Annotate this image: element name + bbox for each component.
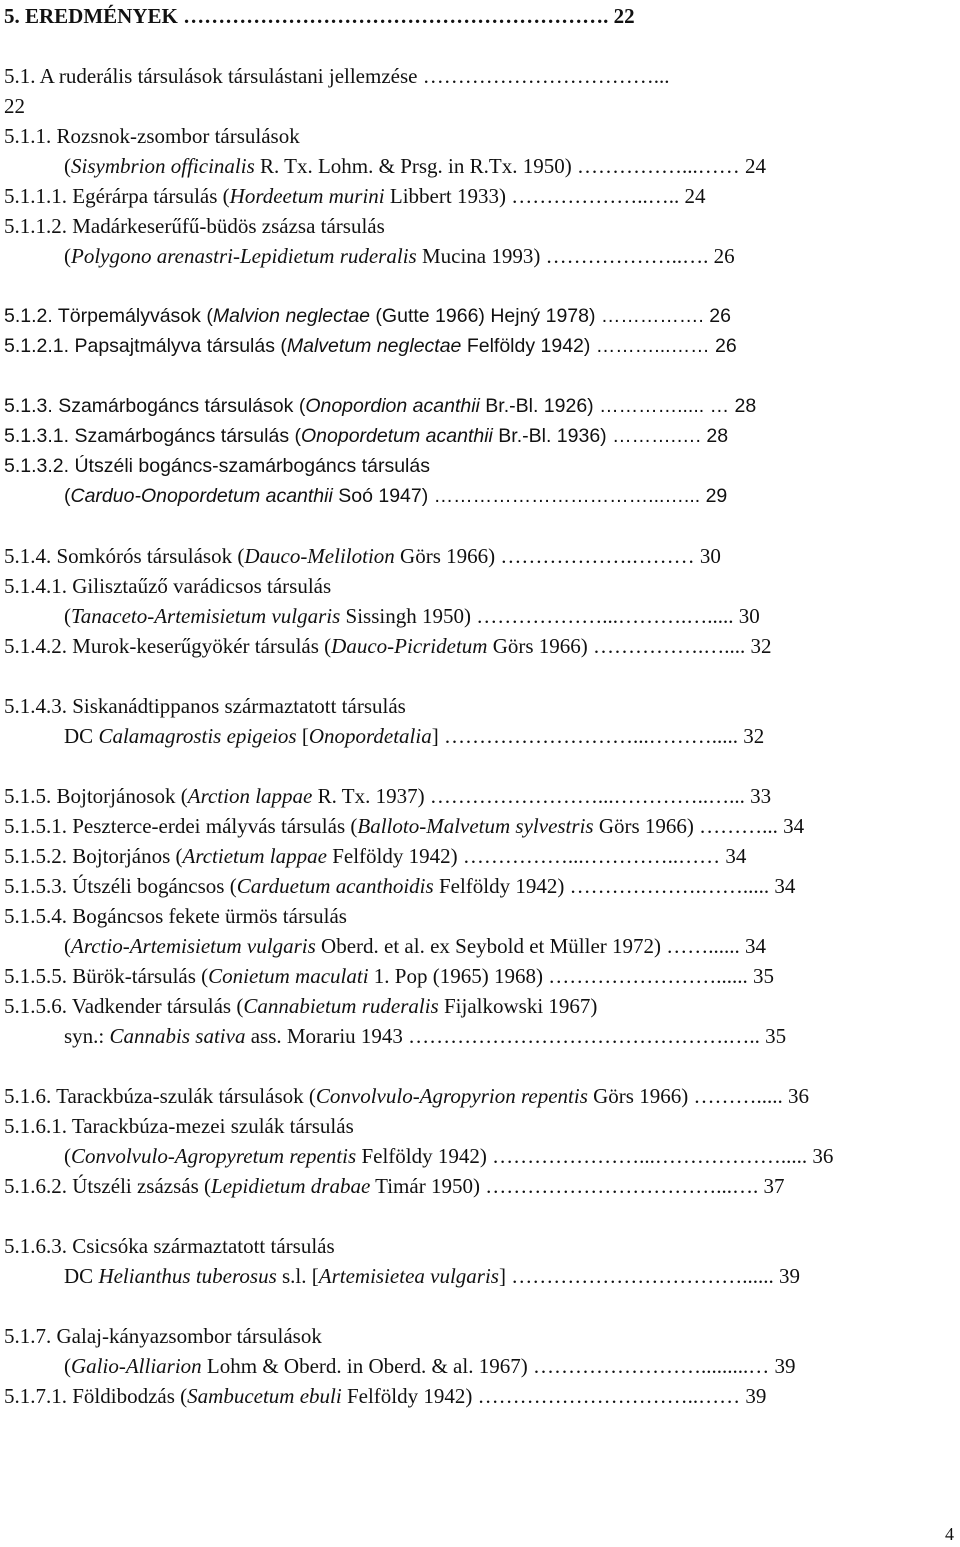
toc-entry-5-1-5-3: 5.1.5.3. Útszéli bogáncsos (Carduetum acanthoidis Felföldy 1942) ……………….……..... 34: [4, 874, 796, 898]
toc-entry-5-1-3-2: 5.1.3.2. Útszéli bogáncs-szamárbogáncs társulás: [4, 455, 430, 477]
toc-entry-5-1-2-1: 5.1.2.1. Papsajtmályva társulás (Malvetum neglectae Felföldy 1942) ………...…… 26: [4, 335, 737, 357]
toc-entry-5-1-5: 5.1.5. Bojtorjánosok (Arction lappae R. Tx. 1937) ……………………...…………..…... 33: [4, 784, 772, 808]
toc-entry-5-1-5-6: 5.1.5.6. Vadkender társulás (Cannabietum ruderalis Fijalkowski 1967): [4, 994, 598, 1018]
toc-entry-5-1-4-1: 5.1.4.1. Gilisztaűző varádicsos társulás: [4, 574, 332, 598]
toc-entry-5-1: 5.1. A ruderális társulások társulástani jellemzése ……………………………...: [4, 64, 670, 88]
toc-entry-5-1-5-5: 5.1.5.5. Bürök-társulás (Conietum maculati 1. Pop (1965) 1968) ……………………...... 35: [4, 964, 774, 988]
toc-entry-5-1-2: 5.1.2. Törpemályvások (Malvion neglectae (Gutte 1966) Hejný 1978) ……………. 26: [4, 305, 731, 327]
toc-entry-5-1-3-1: 5.1.3.1. Szamárbogáncs társulás (Onopordetum acanthii Br.-Bl. 1936) ……….…. 28: [4, 425, 729, 447]
toc-entry-5-1-7-1: 5.1.7.1. Földibodzás (Sambucetum ebuli Felföldy 1942) …………………………..…… 39: [4, 1384, 767, 1408]
toc-entry-5-1-1-cont: (Sisymbrion officinalis R. Tx. Lohm. & Prsg. in R.Tx. 1950) ……………...…… 24: [64, 154, 766, 178]
toc-entry-5-1-3: 5.1.3. Szamárbogáncs társulások (Onopordion acanthii Br.-Bl. 1926) …………..... … 28: [4, 395, 757, 417]
toc-entry-5-1-5-1: 5.1.5.1. Peszterce-erdei mályvás társulás (Balloto-Malvetum sylvestris Görs 1966) ………... 34: [4, 814, 805, 838]
toc-entry-5-1-5-4-cont: (Arctio-Artemisietum vulgaris Oberd. et al. ex Seybold et Müller 1972) ……...... 34: [64, 934, 767, 958]
toc-entry-5-1-1: 5.1.1. Rozsnok-zsombor társulások: [4, 124, 300, 148]
page-number: 4: [945, 1524, 954, 1544]
toc-entry-5-1-page: 22: [4, 94, 25, 118]
toc-entry-5-1-4: 5.1.4. Somkórós társulások (Dauco-Melilotion Görs 1966) ……………….……… 30: [4, 544, 721, 568]
toc-entry-5-1-1-2: 5.1.1.2. Madárkeserűfű-büdös zsázsa társulás: [4, 214, 385, 238]
toc-entry-5-1-4-3: 5.1.4.3. Siskanádtippanos származtatott társulás: [4, 694, 406, 718]
toc-entry-5-1-6-2: 5.1.6.2. Útszéli zsázsás (Lepidietum drabae Timár 1950) ……………………………...…. 37: [4, 1174, 785, 1198]
toc-entry-5-1-6-3: 5.1.6.3. Csicsóka származtatott társulás: [4, 1234, 335, 1258]
toc-entry-5-1-4-1-cont: (Tanaceto-Artemisietum vulgaris Sissingh 1950) ………………...……….…..... 30: [64, 604, 760, 628]
toc-entry-5-1-4-2: 5.1.4.2. Murok-keserűgyökér társulás (Dauco-Picridetum Görs 1966) …………….….... 32: [4, 634, 772, 658]
toc-entry-5-1-6: 5.1.6. Tarackbúza-szulák társulások (Convolvulo-Agropyrion repentis Görs 1966) ………..... 36: [4, 1084, 809, 1108]
toc-entry-5-1-6-1: 5.1.6.1. Tarackbúza-mezei szulák társulás: [4, 1114, 354, 1138]
toc-heading-5: 5. EREDMÉNYEK ……………………………………………………. 22: [4, 4, 635, 28]
toc-entry-5-1-5-2: 5.1.5.2. Bojtorjános (Arctietum lappae Felföldy 1942) ……………...…………..…… 34: [4, 844, 747, 868]
toc-entry-5-1-7: 5.1.7. Galaj-kányazsombor társulások: [4, 1324, 322, 1348]
toc-entry-5-1-5-6-cont: syn.: Cannabis sativa ass. Morariu 1943 ……………………………………….….. 35: [64, 1024, 787, 1048]
toc-entry-5-1-5-4: 5.1.5.4. Bogáncsos fekete ürmös társulás: [4, 904, 347, 928]
toc-entry-5-1-7-cont: (Galio-Alliarion Lohm & Oberd. in Oberd. & al. 1967) …………………….........… 39: [64, 1354, 796, 1378]
toc-entry-5-1-4-3-cont: DC Calamagrostis epigeios [Onopordetalia] ………………………...………..... 32: [64, 724, 765, 748]
toc-entry-5-1-6-1-cont: (Convolvulo-Agropyretum repentis Felföldy 1942) …………………...………………..... 36: [64, 1144, 834, 1168]
toc-entry-5-1-6-3-cont: DC Helianthus tuberosus s.l. [Artemisietea vulgaris] ……………………………...... 39: [64, 1264, 800, 1288]
toc-entry-5-1-1-1: 5.1.1.1. Egérárpa társulás (Hordeetum murini Libbert 1933) ………………..….. 24: [4, 184, 706, 208]
toc-entry-5-1-3-2-cont: (Carduo-Onopordetum acanthii Soó 1947) ……………………………...…... 29: [64, 485, 728, 507]
toc-entry-5-1-1-2-cont: (Polygono arenastri-Lepidietum ruderalis Mucina 1993) ………………..…. 26: [64, 244, 735, 268]
